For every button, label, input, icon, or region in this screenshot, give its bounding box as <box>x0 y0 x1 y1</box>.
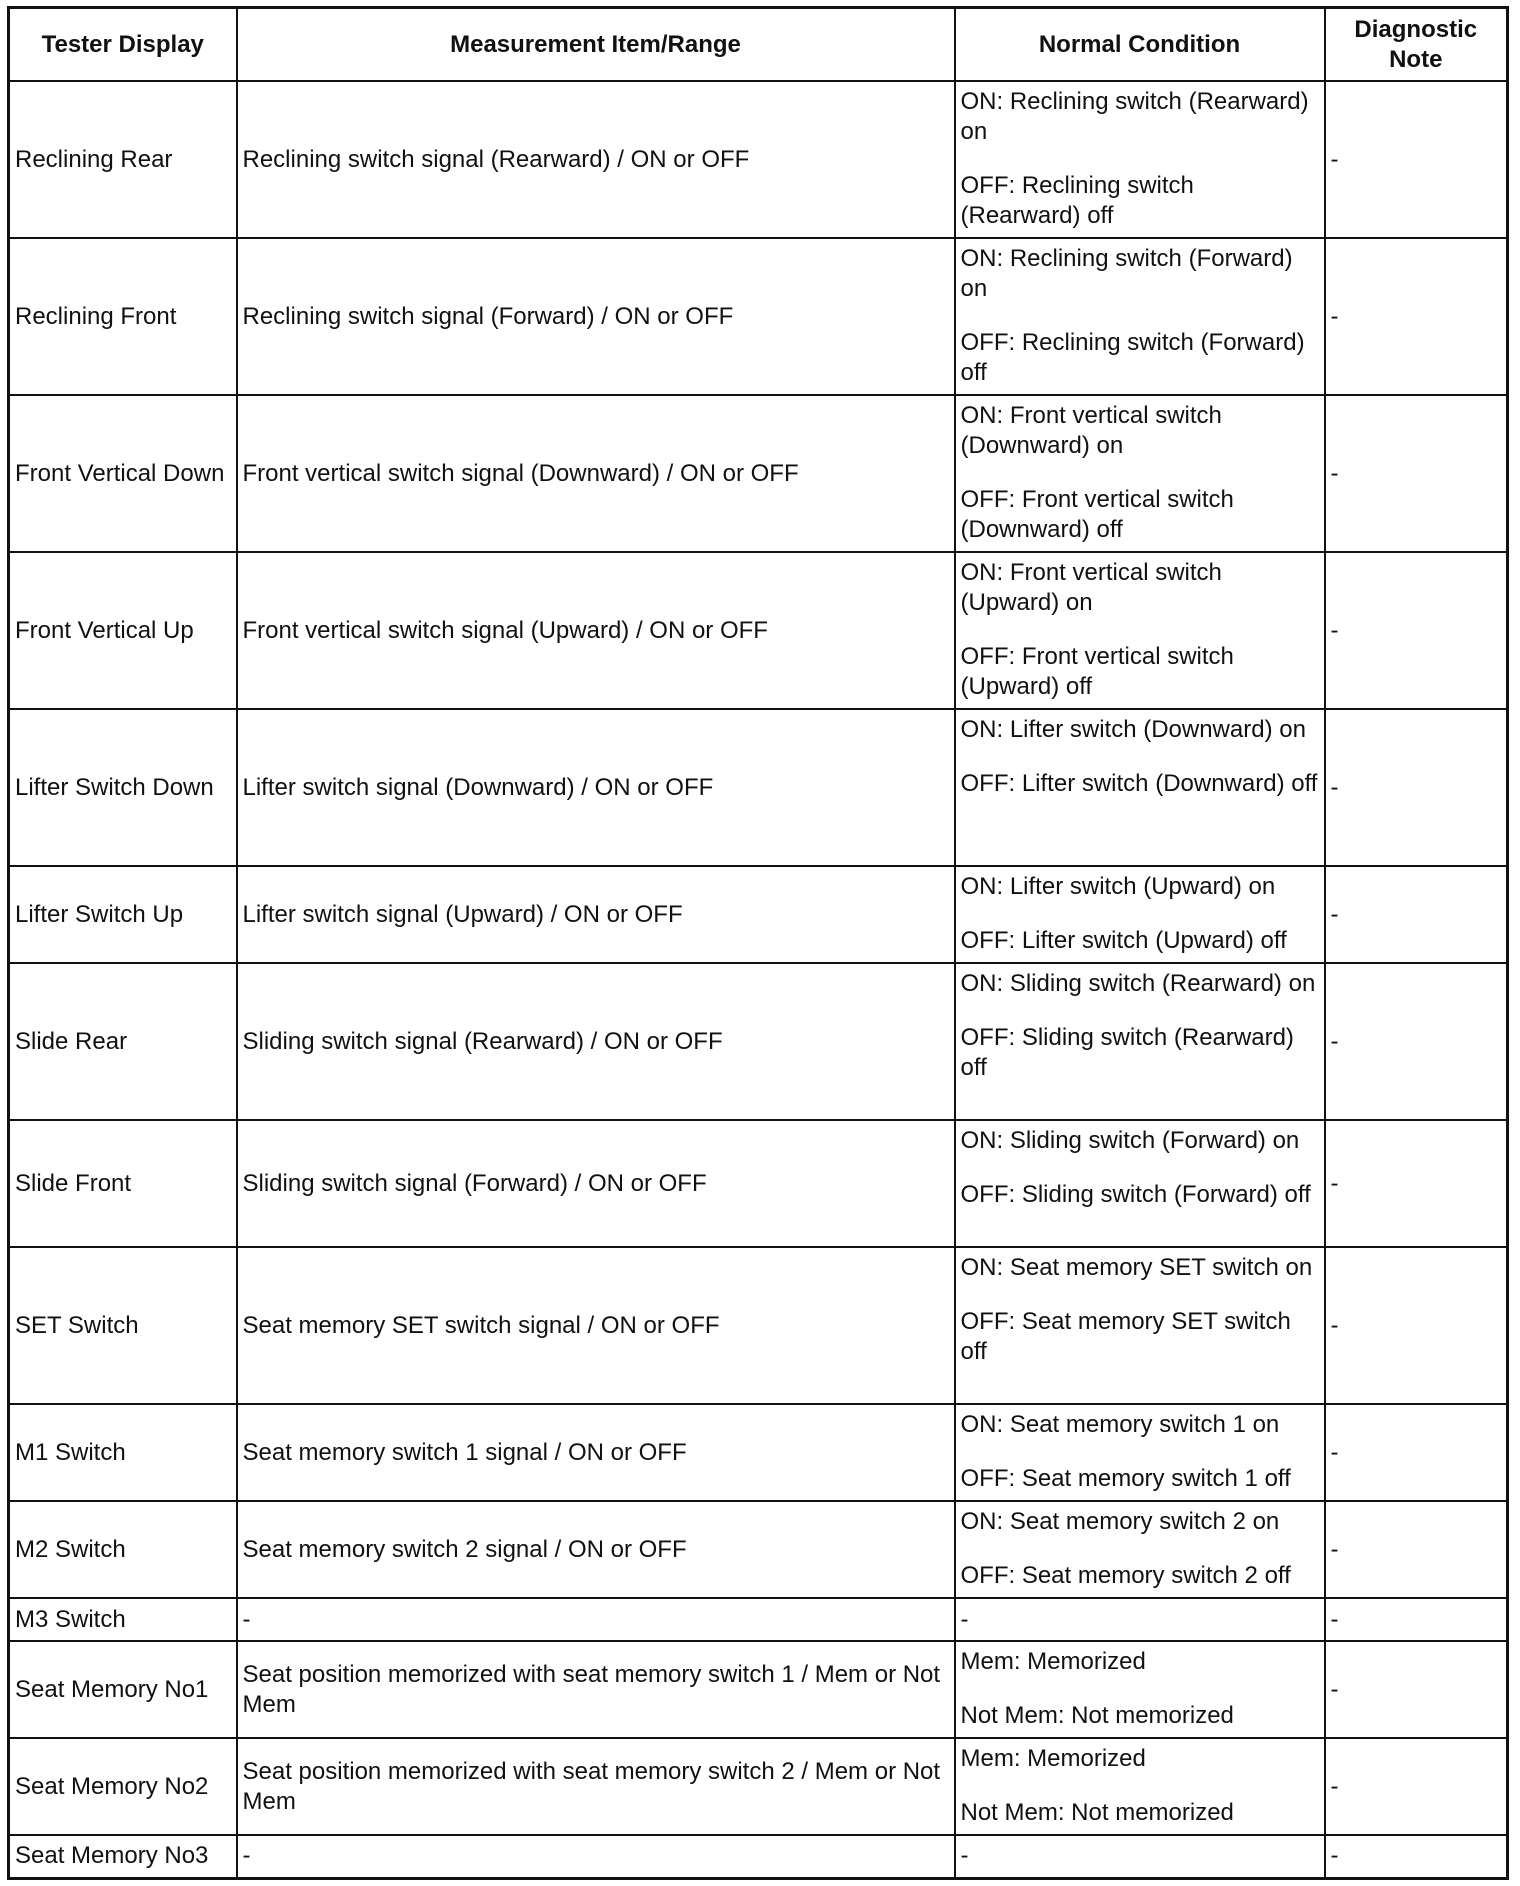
measurement-cell: Reclining switch signal (Forward) / ON or OFF <box>237 238 955 395</box>
diagnostic-note-cell: - <box>1325 1598 1508 1641</box>
on-condition: ON: Lifter switch (Downward) on <box>960 716 1306 743</box>
measurement-cell: Seat memory switch 2 signal / ON or OFF <box>237 1501 955 1598</box>
tester-display-cell: Front Vertical Down <box>9 395 237 552</box>
on-condition: ON: Reclining switch (Rearward) on <box>960 88 1309 145</box>
table-row <box>9 1598 1508 1641</box>
on-condition: ON: Seat memory switch 1 on <box>960 1411 1280 1438</box>
off-condition: OFF: Lifter switch (Downward) off <box>960 770 1318 797</box>
off-condition: OFF: Seat memory switch 2 off <box>960 1562 1291 1589</box>
on-condition: ON: Front vertical switch (Downward) on <box>960 402 1222 459</box>
tester-display-cell: M1 Switch <box>9 1404 237 1501</box>
tester-display-cell: Reclining Front <box>9 238 237 395</box>
off-condition: OFF: Reclining switch (Forward) off <box>960 329 1305 386</box>
tester-display-cell: Slide Rear <box>9 963 237 1120</box>
header-measurement: Measurement Item/Range <box>237 8 955 82</box>
table-row <box>9 1641 1508 1738</box>
tester-display-cell: SET Switch <box>9 1247 237 1404</box>
table-row <box>9 1247 1508 1404</box>
normal-condition-cell <box>955 1738 1325 1835</box>
measurement-cell: Sliding switch signal (Rearward) / ON or OFF <box>237 963 955 1120</box>
off-condition: OFF: Reclining switch (Rearward) off <box>960 172 1194 229</box>
measurement-cell: Lifter switch signal (Downward) / ON or OFF <box>237 709 955 866</box>
on-condition: Mem: Memorized <box>960 1745 1146 1772</box>
diagnostic-note-cell: - <box>1325 1835 1508 1878</box>
diagnostic-note-cell: - <box>1325 1247 1508 1404</box>
measurement-cell: - <box>237 1835 955 1878</box>
normal-condition-cell <box>955 238 1325 395</box>
table-row <box>9 1501 1508 1598</box>
measurement-cell: Reclining switch signal (Rearward) / ON or OFF <box>237 81 955 238</box>
measurement-cell: Front vertical switch signal (Upward) / ON or OFF <box>237 552 955 709</box>
header-diagnostic-note: Diagnostic Note <box>1325 8 1508 82</box>
measurement-cell: Lifter switch signal (Upward) / ON or OFF <box>237 866 955 963</box>
tester-display-cell: M3 Switch <box>9 1598 237 1641</box>
normal-condition-cell: - <box>955 1835 1325 1878</box>
on-condition: ON: Front vertical switch (Upward) on <box>960 559 1222 616</box>
diagnostic-note-cell: - <box>1325 552 1508 709</box>
normal-condition-cell <box>955 709 1325 866</box>
measurement-cell: - <box>237 1598 955 1641</box>
on-condition: ON: Reclining switch (Forward) on <box>960 245 1293 302</box>
diagnostic-note-cell: - <box>1325 1738 1508 1835</box>
normal-condition-cell <box>955 1641 1325 1738</box>
off-condition: OFF: Sliding switch (Forward) off <box>960 1181 1311 1208</box>
measurement-cell: Front vertical switch signal (Downward) / ON or OFF <box>237 395 955 552</box>
on-condition: ON: Sliding switch (Rearward) on <box>960 970 1316 997</box>
measurement-cell: Seat position memorized with seat memory switch 1 / Mem or Not Mem <box>237 1641 955 1738</box>
diagnostic-note-cell: - <box>1325 866 1508 963</box>
tester-display-cell: Seat Memory No2 <box>9 1738 237 1835</box>
data-list-table <box>7 6 1509 1880</box>
tester-display-cell: Reclining Rear <box>9 81 237 238</box>
table-row <box>9 709 1508 866</box>
tester-display-cell: Lifter Switch Down <box>9 709 237 866</box>
diagnostic-note-cell: - <box>1325 963 1508 1120</box>
header-row <box>9 8 1508 82</box>
normal-condition-cell: - <box>955 1598 1325 1641</box>
diagnostic-note-cell: - <box>1325 1404 1508 1501</box>
off-condition: Not Mem: Not memorized <box>960 1799 1234 1826</box>
on-condition: ON: Seat memory switch 2 on <box>960 1508 1280 1535</box>
measurement-cell: Sliding switch signal (Forward) / ON or OFF <box>237 1120 955 1247</box>
normal-condition-cell <box>955 1501 1325 1598</box>
tester-display-cell: Slide Front <box>9 1120 237 1247</box>
measurement-cell: Seat memory switch 1 signal / ON or OFF <box>237 1404 955 1501</box>
diagnostic-note-cell: - <box>1325 81 1508 238</box>
table-row <box>9 1738 1508 1835</box>
off-condition: OFF: Lifter switch (Upward) off <box>960 927 1287 954</box>
table-row <box>9 963 1508 1120</box>
diagnostic-note-cell: - <box>1325 709 1508 866</box>
off-condition: OFF: Front vertical switch (Downward) off <box>960 486 1234 543</box>
off-condition: OFF: Front vertical switch (Upward) off <box>960 643 1234 700</box>
normal-condition-cell <box>955 963 1325 1120</box>
table-row <box>9 1835 1508 1878</box>
table-row <box>9 81 1508 238</box>
normal-condition-cell <box>955 1404 1325 1501</box>
diagnostic-note-cell: - <box>1325 1501 1508 1598</box>
table-row <box>9 1404 1508 1501</box>
tester-display-cell: Front Vertical Up <box>9 552 237 709</box>
header-normal-condition: Normal Condition <box>955 8 1325 82</box>
measurement-cell: Seat memory SET switch signal / ON or OFF <box>237 1247 955 1404</box>
off-condition: Not Mem: Not memorized <box>960 1702 1234 1729</box>
on-condition: ON: Seat memory SET switch on <box>960 1254 1313 1281</box>
normal-condition-cell <box>955 552 1325 709</box>
measurement-cell: Seat position memorized with seat memory switch 2 / Mem or Not Mem <box>237 1738 955 1835</box>
normal-condition-cell <box>955 866 1325 963</box>
table-row <box>9 552 1508 709</box>
table-row <box>9 1120 1508 1247</box>
data-table-container <box>7 6 1506 1880</box>
header-tester-display: Tester Display <box>9 8 237 82</box>
off-condition: OFF: Seat memory SET switch off <box>960 1308 1291 1365</box>
tester-display-cell: Seat Memory No3 <box>9 1835 237 1878</box>
tester-display-cell: Lifter Switch Up <box>9 866 237 963</box>
off-condition: OFF: Seat memory switch 1 off <box>960 1465 1291 1492</box>
table-row <box>9 866 1508 963</box>
on-condition: ON: Sliding switch (Forward) on <box>960 1127 1300 1154</box>
normal-condition-cell <box>955 1247 1325 1404</box>
table-row <box>9 238 1508 395</box>
diagnostic-note-cell: - <box>1325 1641 1508 1738</box>
on-condition: Mem: Memorized <box>960 1648 1146 1675</box>
diagnostic-note-cell: - <box>1325 395 1508 552</box>
normal-condition-cell <box>955 395 1325 552</box>
table-row <box>9 395 1508 552</box>
diagnostic-note-cell: - <box>1325 238 1508 395</box>
normal-condition-cell <box>955 81 1325 238</box>
tester-display-cell: M2 Switch <box>9 1501 237 1598</box>
normal-condition-cell <box>955 1120 1325 1247</box>
diagnostic-note-cell: - <box>1325 1120 1508 1247</box>
off-condition: OFF: Sliding switch (Rearward) off <box>960 1024 1294 1081</box>
on-condition: ON: Lifter switch (Upward) on <box>960 873 1276 900</box>
tester-display-cell: Seat Memory No1 <box>9 1641 237 1738</box>
